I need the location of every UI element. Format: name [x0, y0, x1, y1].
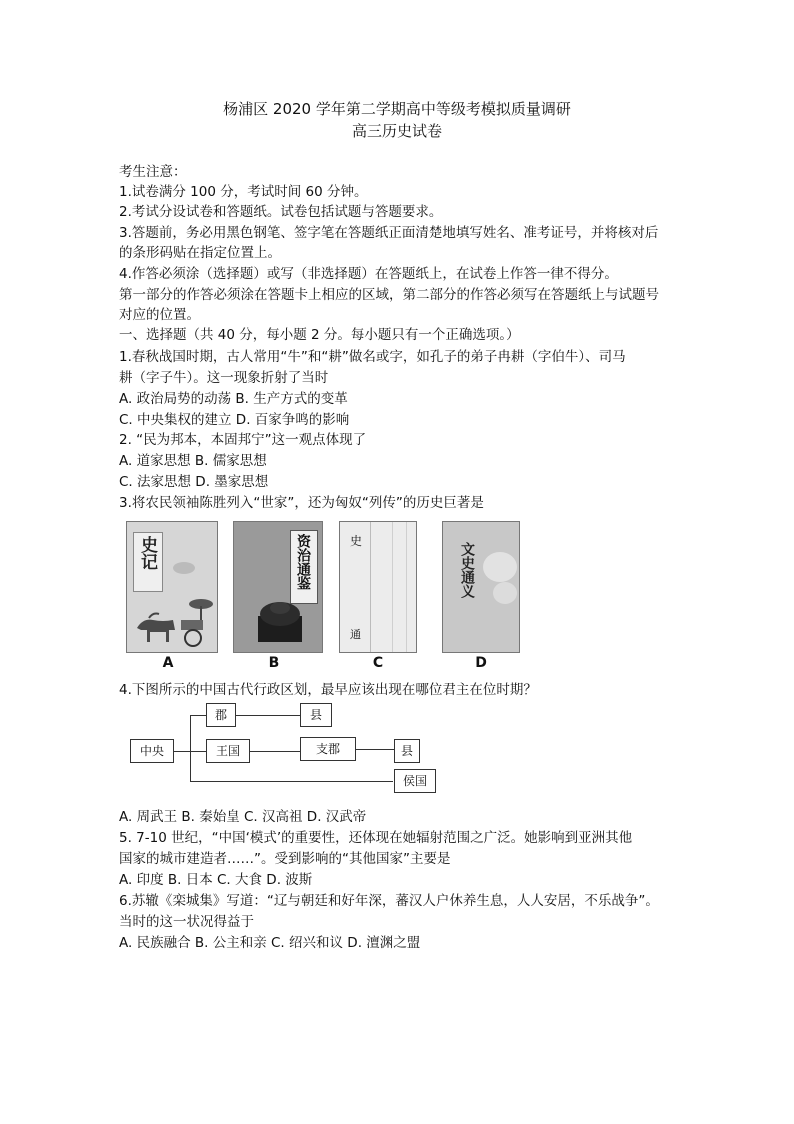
box-houguo: 侯国: [394, 769, 436, 793]
question-stem: 2. “民为邦本，本固邦宁”这一观点体现了: [119, 432, 367, 448]
question-stem: 3.将农民领袖陈胜列入“世家”，还为匈奴“列传”的历史巨著是: [119, 495, 484, 511]
box-xian-1: 县: [300, 703, 332, 727]
option-label-d: D: [475, 655, 487, 671]
exam-title: 杨浦区 2020 学年第二学期高中等级考模拟质量调研: [223, 100, 571, 118]
book-cover-shiji: [126, 521, 218, 653]
seal-illustration: [250, 592, 314, 646]
notice-heading: 考生注意：: [119, 164, 187, 180]
question-options: A. 印度 B. 日本 C. 大食 D. 波斯: [119, 872, 313, 888]
notice-line: 对应的位置。: [119, 307, 200, 323]
question-stem: 耕（字子牛）。这一现象折射了当时: [119, 370, 329, 386]
question-stem: 5. 7-10 世纪，“中国‘模式’的重要性，还体现在她辐射范围之广泛。她影响到亚洲其他: [119, 830, 633, 846]
question-options: A. 政治局势的动荡 B. 生产方式的变革: [119, 391, 348, 407]
notice-line: 4.作答必须涂（选择题）或写（非选择题）在答题纸上，在试卷上作答一律不得分。: [119, 266, 618, 282]
notice-line: 3.答题前，务必用黑色钢笔、签字笔在答题纸正面清楚地填写姓名、准考证号，并将核对后: [119, 225, 659, 241]
cover-title: 史记: [137, 536, 157, 570]
cover-title: 文史通义: [459, 542, 475, 598]
box-wangguo: 王国: [206, 739, 250, 763]
notice-line: 的条形码贴在指定位置上。: [119, 245, 281, 261]
book-cover-wenshi: [442, 521, 520, 653]
book-cover-zizhi: [233, 521, 323, 653]
question-stem: 4.下图所示的中国古代行政区划，最早应该出现在哪位君主在位时期？: [119, 682, 537, 698]
chariot-illustration: [131, 594, 215, 650]
question-options: A. 道家思想 B. 儒家思想: [119, 453, 267, 469]
question-stem: 国家的城市建造者……”。受到影响的“其他国家”主要是: [119, 851, 451, 867]
box-xian-2: 县: [394, 739, 420, 763]
box-zhijun: 支郡: [300, 737, 356, 761]
question-options: C. 中央集权的建立 D. 百家争鸣的影响: [119, 412, 350, 428]
box-central: 中央: [130, 739, 174, 763]
question-stem: 当时的这一状况得益于: [119, 914, 254, 930]
cover-title-bottom: 通: [350, 628, 361, 641]
option-label-b: B: [268, 655, 280, 671]
option-label-c: C: [372, 655, 384, 671]
notice-line: 1.试卷满分 100 分，考试时间 60 分钟。: [119, 184, 368, 200]
box-jun: 郡: [206, 703, 236, 727]
notice-line: 2.考试分设试卷和答题纸。试卷包括试题与答题要求。: [119, 204, 443, 220]
question-options: A. 民族融合 B. 公主和亲 C. 绍兴和议 D. 澶渊之盟: [119, 935, 421, 951]
question-stem: 1.春秋战国时期，古人常用“牛”和“耕”做名或字，如孔子的弟子冉耕（字伯牛）、司马: [119, 349, 626, 365]
cover-title: 资治通鉴: [295, 534, 311, 590]
question-options: A. 周武王 B. 秦始皇 C. 汉高祖 D. 汉武帝: [119, 809, 367, 825]
section-heading: 一、选择题（共 40 分，每小题 2 分。每小题只有一个正确选项。）: [119, 327, 520, 343]
question-options: C. 法家思想 D. 墨家思想: [119, 474, 269, 490]
book-cover-shitong: [339, 521, 417, 653]
option-label-a: A: [162, 655, 174, 671]
notice-line: 第一部分的作答必须涂在答题卡上相应的区域，第二部分的作答必须写在答题纸上与试题号: [119, 287, 659, 303]
cover-title-top: 史: [350, 534, 363, 548]
question-stem: 6.苏辙《栾城集》写道：“辽与朝廷和好年深，蕃汉人户休养生息，人人安居，不乐战争”。: [119, 893, 659, 909]
exam-subtitle: 高三历史试卷: [351, 122, 442, 140]
